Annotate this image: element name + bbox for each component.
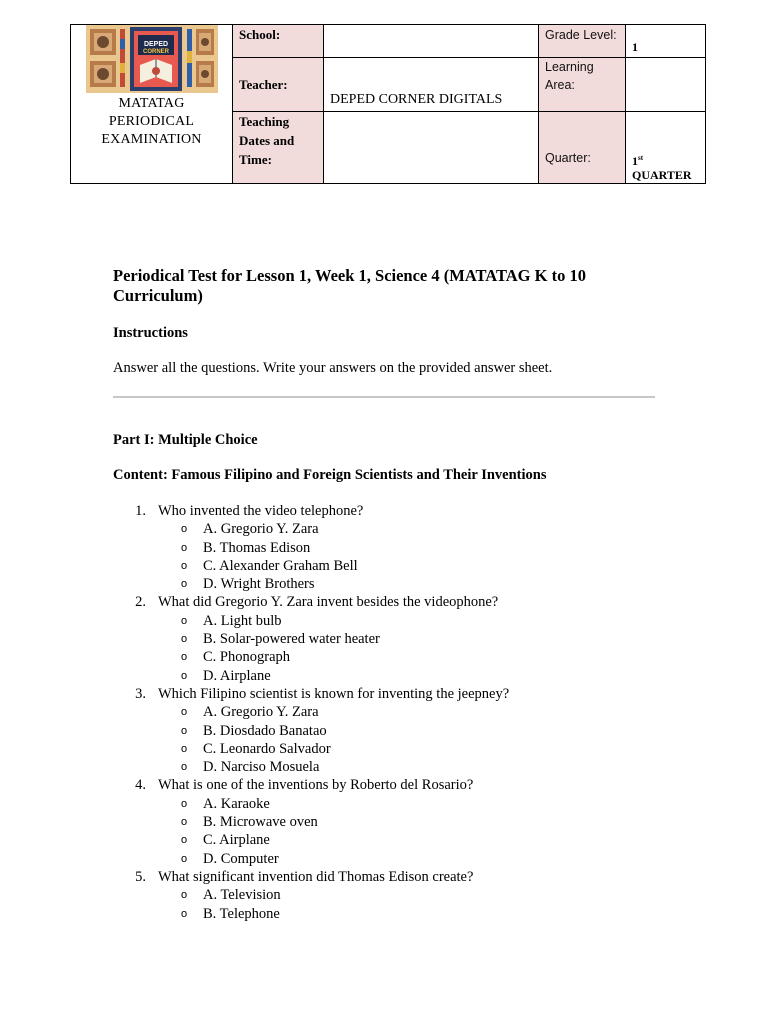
quarter-suffix: st — [638, 154, 644, 162]
option-text: D. Wright Brothers — [203, 576, 315, 593]
bullet-icon: o — [181, 669, 188, 682]
quarter-number: 1 — [632, 154, 638, 168]
bullet-icon: o — [181, 907, 188, 920]
school-label: School: — [233, 25, 324, 58]
logo-title-line-1: MATATAG — [118, 96, 185, 111]
answer-option — [113, 667, 673, 685]
grade-level-value: 1 — [632, 40, 638, 54]
learning-area-value — [626, 58, 706, 112]
teacher-value: DEPED CORNER DIGITALS — [330, 92, 503, 107]
bullet-icon: o — [181, 523, 188, 536]
bullet-icon: o — [181, 559, 188, 572]
bullet-icon: o — [181, 724, 188, 737]
teaching-label-line-2: Dates and — [239, 133, 295, 148]
option-text: A. Light bulb — [203, 612, 282, 629]
bullet-icon: o — [181, 578, 188, 591]
question-text: Who invented the video telephone? — [158, 503, 364, 519]
question-number: 3. — [135, 685, 146, 702]
answer-option — [113, 557, 673, 575]
teacher-cell — [324, 58, 539, 112]
instructions-text: Answer all the questions. Write your answers on the provided answer sheet. — [113, 360, 553, 376]
option-text: A. Television — [203, 887, 281, 904]
bullet-icon: o — [181, 633, 188, 646]
bullet-icon: o — [181, 834, 188, 847]
question-number: 1. — [135, 503, 146, 519]
option-text: B. Thomas Edison — [203, 539, 311, 556]
bullet-icon: o — [181, 742, 188, 755]
logo-text-deped: DEPED — [143, 41, 168, 48]
answer-option — [113, 703, 673, 721]
quarter-value — [632, 151, 699, 182]
answer-option — [113, 612, 673, 630]
option-text: C. Phonograph — [203, 649, 290, 666]
learning-area-label — [539, 58, 626, 112]
question-row — [113, 502, 673, 520]
option-text: B. Microwave oven — [203, 814, 318, 831]
teacher-label: Teacher: — [239, 77, 288, 92]
answer-option — [113, 831, 673, 849]
answer-option — [113, 630, 673, 648]
question-row — [113, 593, 673, 611]
answer-option — [113, 722, 673, 740]
question-number: 5. — [135, 868, 146, 885]
test-title: Periodical Test for Lesson 1, Week 1, Science 4 (MATATAG K to 10 Curriculum) — [113, 266, 586, 305]
option-list — [113, 795, 673, 868]
learning-area-label-line-1: Learning — [545, 60, 594, 74]
answer-option — [113, 813, 673, 831]
quarter-label: Quarter: — [545, 151, 591, 165]
logo-title-line-2: PERIODICAL — [108, 114, 195, 129]
answer-option — [113, 648, 673, 666]
question-text: What is one of the inventions by Roberto del Rosario? — [158, 777, 474, 794]
teaching-dates-value — [324, 112, 539, 184]
question-item — [113, 502, 673, 593]
question-item — [113, 593, 673, 684]
bullet-icon: o — [181, 816, 188, 829]
teaching-label-line-3: Time: — [239, 152, 272, 167]
bullet-icon: o — [181, 797, 188, 810]
instructions-heading: Instructions — [113, 325, 188, 341]
question-row — [113, 868, 673, 886]
option-text: C. Leonardo Salvador — [203, 740, 331, 757]
answer-option — [113, 740, 673, 758]
quarter-word: QUARTER — [632, 168, 692, 182]
answer-option — [113, 539, 673, 557]
option-text: C. Airplane — [203, 832, 270, 849]
bullet-icon: o — [181, 852, 188, 865]
exam-title-block — [71, 95, 232, 149]
deped-corner-logo — [86, 25, 218, 93]
school-value — [324, 25, 539, 58]
teaching-label-line-1: Teaching — [239, 114, 290, 129]
bullet-icon: o — [181, 614, 188, 627]
option-text: D. Narciso Mosuela — [203, 759, 320, 776]
option-text: A. Gregorio Y. Zara — [203, 521, 319, 538]
option-list — [113, 703, 673, 776]
bullet-icon: o — [181, 651, 188, 664]
option-text: D. Computer — [203, 850, 279, 867]
learning-area-label-line-2: Area: — [545, 78, 575, 92]
bullet-icon: o — [181, 706, 188, 719]
question-number: 4. — [135, 777, 146, 794]
question-row — [113, 685, 673, 703]
bullet-icon: o — [181, 889, 188, 902]
teaching-dates-label — [233, 112, 324, 184]
question-list — [113, 502, 673, 923]
option-text: B. Telephone — [203, 905, 280, 922]
logo-text-corner: CORNER — [142, 49, 169, 55]
question-text: Which Filipino scientist is known for inventing the jeepney? — [158, 685, 510, 702]
question-item — [113, 868, 673, 923]
quarter-label-cell — [539, 112, 626, 184]
horizontal-divider — [113, 396, 655, 398]
answer-option — [113, 758, 673, 776]
answer-option — [113, 520, 673, 538]
option-text: D. Airplane — [203, 667, 271, 684]
bullet-icon: o — [181, 541, 188, 554]
option-list — [113, 886, 673, 923]
question-row — [113, 776, 673, 794]
option-list — [113, 520, 673, 593]
question-text: What did Gregorio Y. Zara invent besides the videophone? — [158, 594, 499, 611]
bullet-icon: o — [181, 761, 188, 774]
header-table — [70, 24, 706, 184]
answer-option — [113, 850, 673, 868]
teacher-label-cell — [233, 58, 324, 112]
option-text: B. Solar-powered water heater — [203, 631, 380, 648]
content-heading: Content: Famous Filipino and Foreign Scientists and Their Inventions — [113, 467, 547, 483]
grade-level-label: Grade Level: — [539, 25, 626, 58]
option-text: A. Gregorio Y. Zara — [203, 704, 319, 721]
option-text: B. Diosdado Banatao — [203, 722, 327, 739]
option-text: A. Karaoke — [203, 795, 270, 812]
logo-title-line-3: EXAMINATION — [101, 132, 202, 147]
answer-option — [113, 795, 673, 813]
grade-level-cell — [626, 25, 706, 58]
answer-option — [113, 575, 673, 593]
answer-option — [113, 886, 673, 904]
question-item — [113, 685, 673, 776]
question-text: What significant invention did Thomas Edison create? — [158, 868, 474, 885]
option-list — [113, 612, 673, 685]
part-heading: Part I: Multiple Choice — [113, 432, 258, 448]
question-item — [113, 776, 673, 867]
question-number: 2. — [135, 594, 146, 611]
answer-option — [113, 905, 673, 923]
quarter-cell — [626, 112, 706, 184]
option-text: C. Alexander Graham Bell — [203, 557, 358, 574]
logo-cell — [71, 25, 233, 184]
